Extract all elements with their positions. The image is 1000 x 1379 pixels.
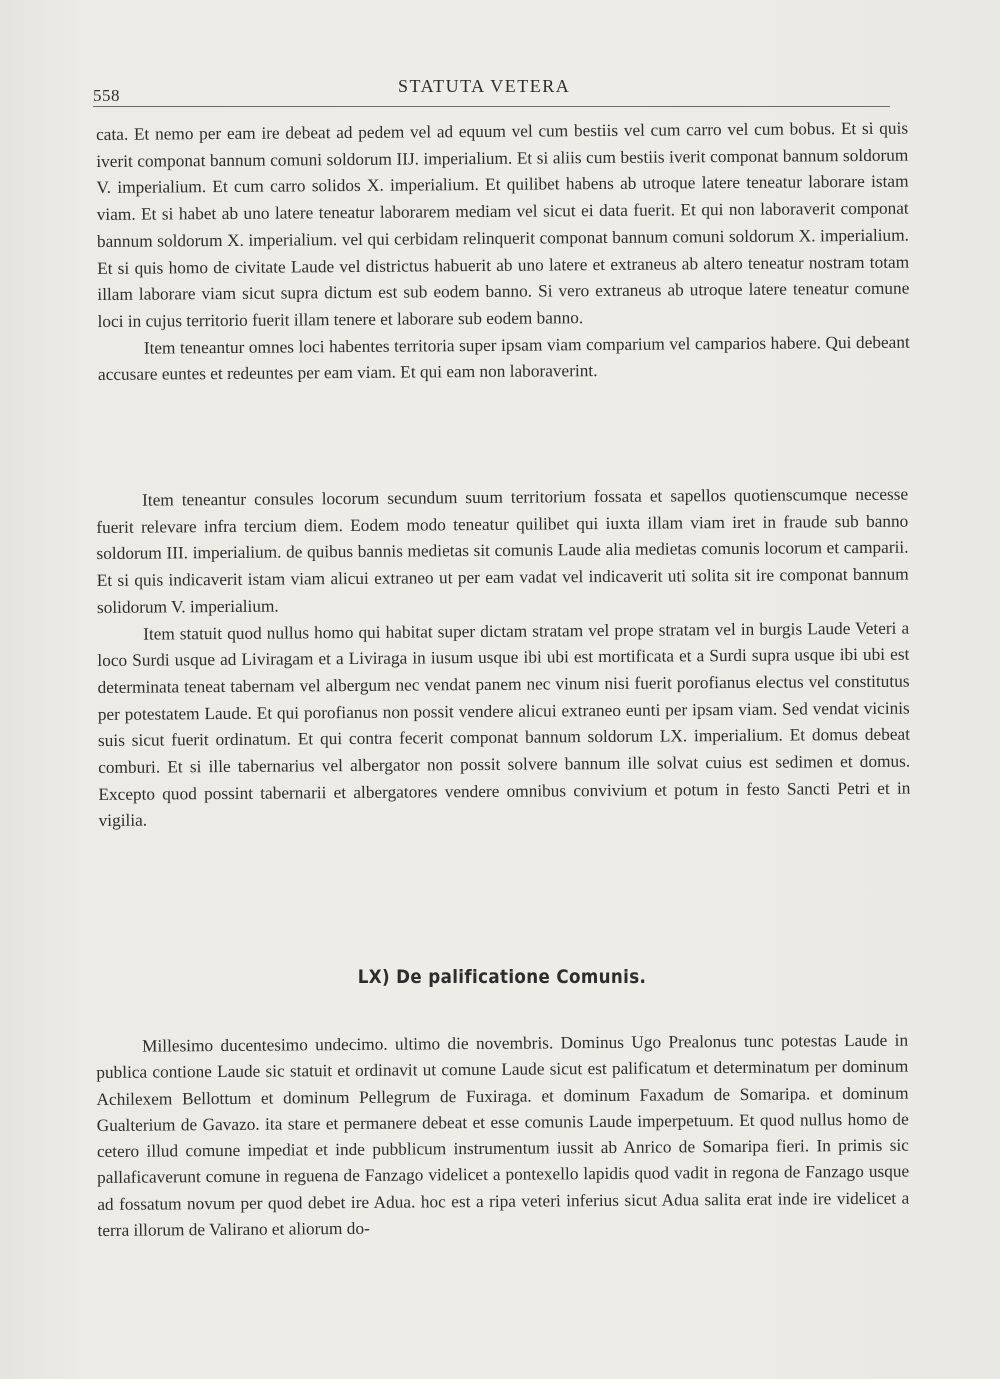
text-block-middle <box>96 482 911 836</box>
running-head <box>93 74 890 108</box>
paragraph: Item teneantur consules locorum secundum suum territorium fossata et sapellos quotienscumque necesse fuerit relevare infra tercium diem. Eodem modo teneatur quilibet qui iuxta illam viam iret in fraude sub banno soldorum III. imperialium. de quibus bannis medietas sit comunis Laude alia medietas comunis locorum et camparii. Et si quis indicaverit istam viam alicui extraneo ut per eam vadat vel indicaverit uti solita sit ire componat bannum solidorum V. imperialium. <box>96 484 909 617</box>
page-number: 558 <box>93 86 120 105</box>
text-block-top <box>96 116 910 389</box>
header-rule <box>93 106 890 107</box>
paragraph: Millesimo ducentesimo undecimo. ultimo die novembris. Dominus Ugo Prealonus tunc potestas Laude in publica contione Laude sic statuit et ordinavit ut comune Laude sicut est palificatum et determinatum per dominum Achilexem Bellottum et dominum Pellegrum de Fuxiraga. et dominum Faxadum de Somaripa. et dominum Gualterium de Gavazo. ita stare et permanere debeat et esse comunis Laude imperpetuum. Et quod nullus homo de cetero illud comune impediat et inde pubblicum instrumentum iussit ab Anrico de Somaripa fieri. In primis sic pallaficaverunt comune in reguena de Fanzago videlicet a pontexello lapidis quod vadit in regona de Fanzago usque ad fossatum novum per quod debet ire Adua. hoc est a ripa veteri inferius sicut Adua salita erat inde ire videlicet a terra illorum de Valirano et aliorum do- <box>96 1030 910 1241</box>
paragraph: cata. Et nemo per eam ire debeat ad pedem vel ad equum vel cum bestiis vel cum carro vel cum bobus. Et si quis iverit componat bannum comuni soldorum IIJ. imperialium. Et si aliis cum bestiis iverit componat bannum soldorum V. imperialium. Et cum carro solidos X. imperialium. Et quilibet habens ab utroque latere teneatur laborare istam viam. Et si habet ab uno latere teneatur laborarem mediam vel sicut ei data fuerit. Et qui non laboraverit componat bannum soldorum X. imperialium. vel qui cerbidam relinquerit componat bannum comuni soldorum X. imperialium. Et si quis homo de civitate Laude vel districtus habuerit ab uno latere et extraneus ab altero teneatur nostram totam illam laborare viam sicut supra dictum est sub eodem banno. Si vero extraneus ab utroque latere teneatur comune loci in cujus territorio fuerit illam tenere et laborare sub eodem banno. <box>96 118 910 331</box>
text-block-bottom <box>96 1028 910 1245</box>
paragraph: Item statuit quod nullus homo qui habitat super dictam stratam vel prope stratam vel in burgis Laude Veteri a loco Surdi usque ad Liviragam et a Liviraga in iusum usque ibi ubi est mortificata et a Surdi supra usque ibi ubi est determinata teneat tabernam vel albergum nec vendat panem nec vinum nisi fuerit porofianus electus vel constitutus per potestatem Laude. Et qui porofianus non possit vendere alicui extraneo eunti per ipsam viam. Sed vendat vicinis suis sicut fuerit ordinatum. Et qui contra fecerit componat bannum soldorum LX. imperialium. Et domus debeat comburi. Et si ille tabernarius vel albergator non possit solvere bannum ille solvat cuius est sedimen et domus. Excepto quod possint tabernarii et albergatores vendere omnibus convivium et potum in festo Sancti Petri et in vigilia. <box>97 618 911 831</box>
paragraph: Item teneantur omnes loci habentes territoria super ipsam viam comparium vel camparios habere. Qui debeant accusare euntes et redeuntes per eam viam. Et qui eam non laboraverint. <box>97 332 910 385</box>
header-title: STATUTA VETERA <box>398 76 571 96</box>
section-heading: LX) De palificatione Comunis. <box>357 966 647 988</box>
